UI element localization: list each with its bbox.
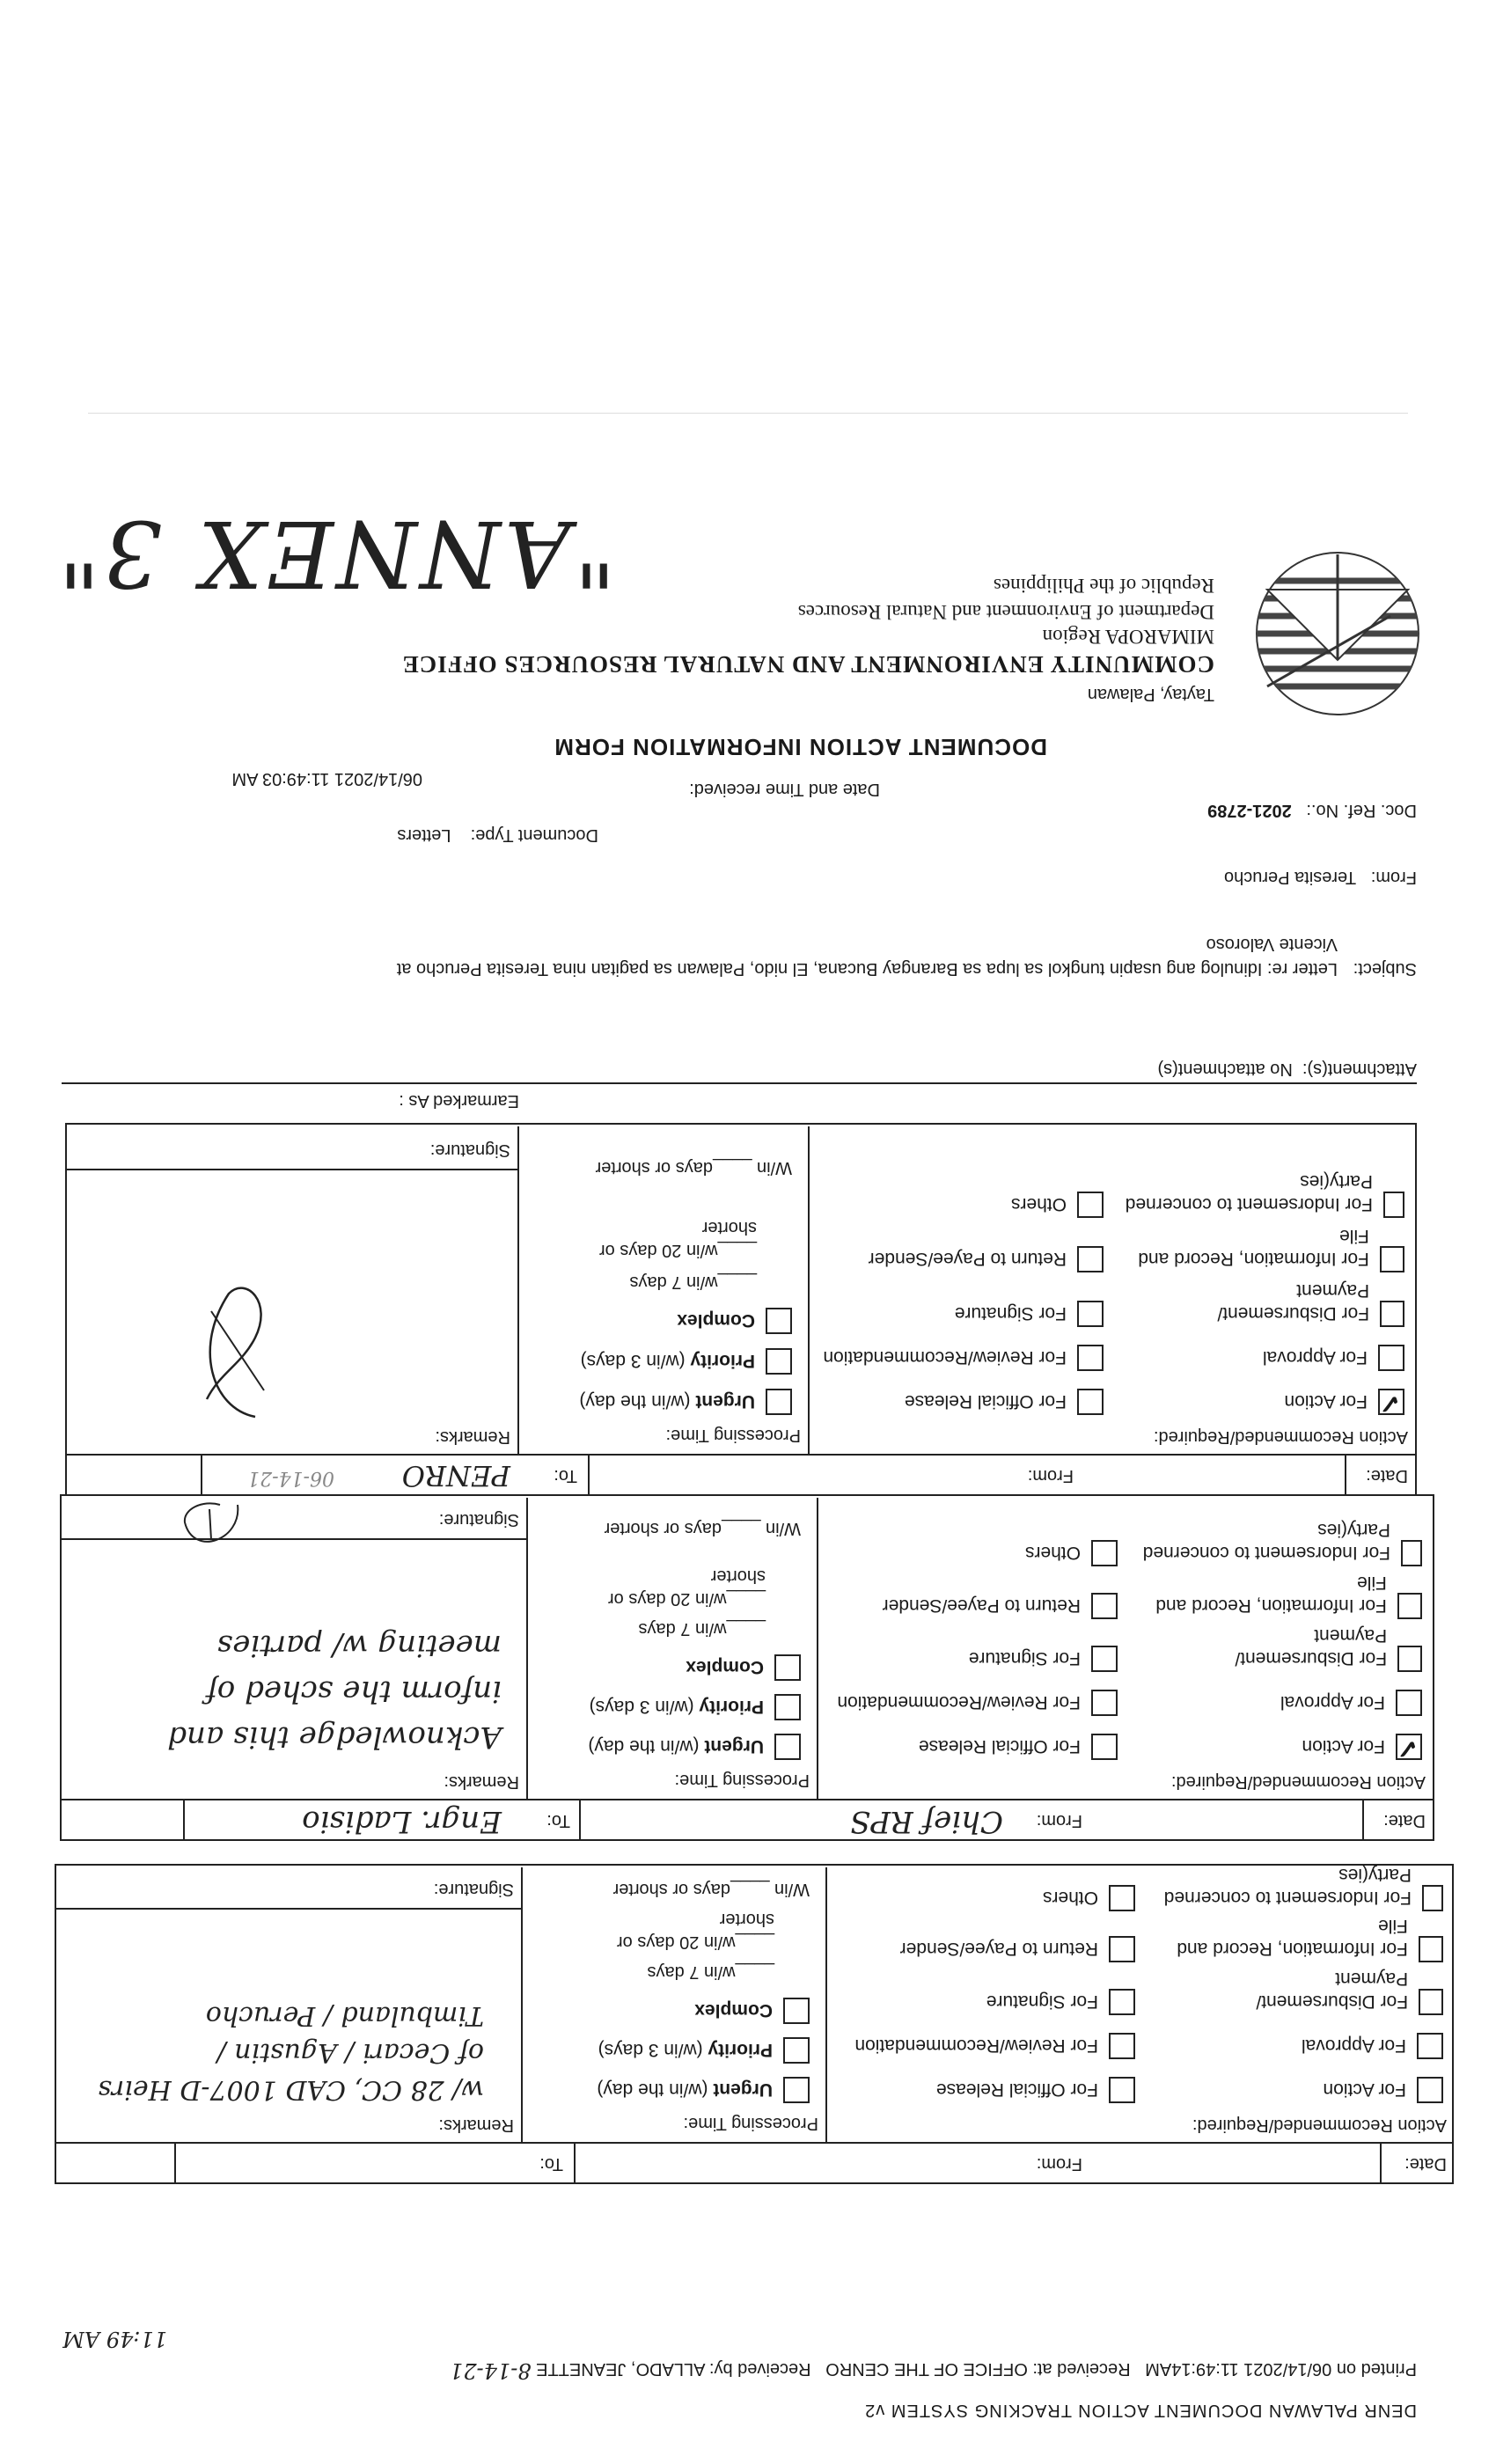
block-3-windays: W/in ____days or shorter xyxy=(612,1880,810,1899)
block-2-for-information-checkbox[interactable] xyxy=(1397,1593,1422,1619)
printed-label: Printed on xyxy=(1336,2359,1417,2379)
from-line xyxy=(1224,867,1417,887)
block-3-for-disbursement-checkbox[interactable] xyxy=(1419,1989,1443,2015)
block-1-review-checkbox[interactable] xyxy=(1077,1345,1104,1371)
block-1-date-label: Date: xyxy=(1366,1466,1408,1485)
block-2-win20: ____w/in 20 days or shorter xyxy=(607,1566,766,1609)
block-1-to-label: To: xyxy=(554,1466,577,1485)
block-2-return-checkbox[interactable] xyxy=(1091,1593,1118,1619)
system-title: DENR PALAWAN DOCUMENT ACTION TRACKING SYSTEM v2 xyxy=(864,2401,1417,2420)
block-3-review-checkbox[interactable] xyxy=(1109,2033,1135,2059)
republic: Republic of the Philippines xyxy=(993,575,1214,597)
subject-line-2: Vicente Valoroso xyxy=(1206,935,1338,954)
block-1-others-checkbox[interactable] xyxy=(1077,1192,1104,1218)
printed-on: 06/14/2021 11:49:14AM xyxy=(1145,2359,1332,2379)
block-1-from-label: From: xyxy=(1027,1466,1074,1485)
block-1-for-indorsement-checkbox[interactable] xyxy=(1383,1192,1404,1218)
block-3-for-approval-checkbox[interactable] xyxy=(1417,2033,1443,2059)
annex-label: "ANNEX 3" xyxy=(55,500,616,607)
block-3-priority-checkbox[interactable] xyxy=(783,2037,810,2064)
block-2-others-checkbox[interactable] xyxy=(1091,1540,1118,1566)
block-1-priority-checkbox[interactable] xyxy=(766,1348,792,1375)
block-3-remarks-label: Remarks: xyxy=(438,2116,514,2135)
printed-line xyxy=(44,2358,1417,2383)
block-3-from-label: From: xyxy=(1036,2154,1082,2174)
block-3-others-checkbox[interactable] xyxy=(1109,1885,1135,1911)
from-label: From: xyxy=(1370,868,1417,887)
block-2-to-label: To: xyxy=(546,1811,570,1830)
subject-label: Subject: xyxy=(1353,959,1417,979)
block-1-signature-label: Signature: xyxy=(429,1140,510,1160)
block-3-return-checkbox[interactable] xyxy=(1109,1936,1135,1962)
block-2-for-disbursement-checkbox[interactable] xyxy=(1397,1646,1422,1672)
from-value: Teresita Perucho xyxy=(1224,868,1357,887)
block-1-to-hand: PENRO xyxy=(401,1459,510,1492)
doctype-line xyxy=(397,825,598,845)
docref-line xyxy=(1207,800,1417,820)
received-at: OFFICE OF THE CENRO xyxy=(825,2359,1028,2379)
block-1-for-action-checkbox[interactable]: ✓ xyxy=(1378,1389,1404,1415)
block-2-for-approval-checkbox[interactable] xyxy=(1396,1690,1422,1716)
block-1-for-approval-checkbox[interactable] xyxy=(1378,1345,1404,1371)
block-1-signature-checkbox[interactable] xyxy=(1077,1301,1104,1327)
block-3-action-label: Action Recommended/Required: xyxy=(1192,2116,1447,2135)
block-2-signature-label: Signature: xyxy=(438,1510,519,1529)
block-3-for-action-checkbox[interactable] xyxy=(1417,2077,1443,2103)
block-1-complex-checkbox[interactable] xyxy=(766,1308,792,1334)
location: Taytay, Palawan xyxy=(1087,685,1214,704)
block-3-signature-label: Signature: xyxy=(433,1880,514,1899)
block-2-from-hand: Chief RPS xyxy=(849,1804,1003,1839)
block-3-complex-checkbox[interactable] xyxy=(783,1998,810,2024)
block-3-win20: ____w/in 20 days or shorter xyxy=(616,1910,774,1952)
block-3-for-indorsement-checkbox[interactable] xyxy=(1422,1885,1443,1911)
denr-logo xyxy=(1232,546,1443,722)
block-3-date-label: Date: xyxy=(1404,2154,1447,2174)
office-name: COMMUNITY ENVIRONMENT AND NATURAL RESOURCES OFFICE xyxy=(401,651,1214,678)
block-1-windays: W/in ____days or shorter xyxy=(595,1158,792,1177)
block-2-remarks-label: Remarks: xyxy=(444,1772,519,1792)
block-2-review-checkbox[interactable] xyxy=(1091,1690,1118,1716)
block-1-win7: ____w/in 7 days xyxy=(629,1272,757,1292)
attachments-value: No attachment(s) xyxy=(1157,1060,1293,1079)
block-2-date-label: Date: xyxy=(1383,1811,1426,1830)
block-2-signature-checkbox[interactable] xyxy=(1091,1646,1118,1672)
docref-value: 2021-2789 xyxy=(1207,801,1292,820)
doctype-label: Document Type: xyxy=(470,825,598,845)
block-1-official-release-checkbox[interactable] xyxy=(1077,1389,1104,1415)
block-2-initial-mark xyxy=(176,1496,246,1558)
handwritten-receipt-time: 11:49 AM xyxy=(62,2327,167,2351)
datetime-value: 06/14/2021 11:49:03 AM xyxy=(231,769,422,788)
block-3-remarks-hand: w/ 28 CC, CAD 1007-D Heirs of Cecari / Agustin / Timbuland / Perucho xyxy=(98,2000,484,2105)
received-by: ALLADO, JEANETTE xyxy=(536,2359,706,2379)
block-1-return-checkbox[interactable] xyxy=(1077,1246,1104,1272)
block-2-windays: W/in ____days or shorter xyxy=(604,1519,801,1538)
block-2-for-action-checkbox[interactable]: ✓ xyxy=(1396,1734,1422,1760)
docref-label: Doc. Ref. No.: xyxy=(1306,801,1417,820)
block-2-for-indorsement-checkbox[interactable] xyxy=(1401,1540,1422,1566)
block-1-signature-mark xyxy=(185,1276,290,1426)
block-3-win7: ____w/in 7 days xyxy=(647,1962,774,1982)
block-1-for-information-checkbox[interactable] xyxy=(1380,1246,1404,1272)
block-2-official-release-checkbox[interactable] xyxy=(1091,1734,1118,1760)
block-3-urgent-checkbox[interactable] xyxy=(783,2077,810,2103)
block-1-win20: ____w/in 20 days or shorter xyxy=(598,1218,757,1260)
block-3-signature-checkbox[interactable] xyxy=(1109,1989,1135,2015)
block-2-complex-checkbox[interactable] xyxy=(774,1654,801,1681)
block-1-urgent-checkbox[interactable] xyxy=(766,1389,792,1415)
attachments-line xyxy=(1157,1059,1417,1079)
block-2-win7: ____w/in 7 days xyxy=(638,1619,766,1639)
attachments-label: Attachment(s): xyxy=(1302,1060,1417,1079)
block-3-processing-label: Processing Time: xyxy=(683,2114,818,2133)
block-2-urgent-checkbox[interactable] xyxy=(774,1734,801,1760)
block-1-date-hand: 06-14-21 xyxy=(247,1467,334,1489)
block-2-action-label: Action Recommended/Required: xyxy=(1170,1772,1426,1792)
received-by-label: Received by: xyxy=(708,2359,811,2379)
block-1-for-disbursement-checkbox[interactable] xyxy=(1380,1301,1404,1327)
region: MIMAROPA Region xyxy=(1042,626,1214,648)
block-2-remarks-hand: Acknowledge this and inform the sched of meeting w/ parties xyxy=(167,1628,502,1755)
doctype-value: Letters xyxy=(397,825,451,845)
earmarked-label: Earmarked As : xyxy=(399,1091,519,1111)
subject-line-1: Letter re: Idinulog ang usapin tungkol sa lupa sa Barangay Bucana, El nido, Palawan sa pagitan nina Teresita Perucho at xyxy=(396,959,1338,979)
block-2-from-label: From: xyxy=(1036,1811,1082,1830)
block-1-processing-label: Processing Time: xyxy=(665,1426,801,1445)
received-at-label: Received at: xyxy=(1032,2359,1131,2379)
form-title: DOCUMENT ACTION INFORMATION FORM xyxy=(554,734,1047,760)
block-1-remarks-label: Remarks: xyxy=(435,1427,510,1447)
block-3-to-label: To: xyxy=(539,2154,563,2174)
handwritten-receipt-date: 8-14-21 xyxy=(450,2358,532,2383)
block-3-for-information-checkbox[interactable] xyxy=(1419,1936,1443,1962)
document-page: DENR PALAWAN DOCUMENT ACTION TRACKING SYSTEM v2 Printed on 06/14/2021 11:49:14AM Received at: OFFICE OF THE CENRO Received by: ALLADO, JEANETTE 8-14-21 11:49 AM Date: From: To: Action Recommended/Required: For Action For Approval For Disbursement/ Payment For Information, Record and File For Indorsement to concerned Party(ies For Official Release For Review/Recommendation For Signature Return to Payee/Sender Others Processing Time: Urgent (w/in the day) Priority (w/in 3 days) Complex ____w/in 7 days ____w/in 20 days or shorter W/in ____days or shorter Remarks: Signature: w/ 28 CC, CAD 1007-D Heirs of Cecari / Agustin / Timbuland / Perucho Date: From: Chief RPS To: Engr. Ladisio Action Recommended/Required: ✓ For Action For Approval For Disbursement/ Payment For Information, Record and File For Indorsement to concerned Party(ies For Official Release For Review/Recommendation For Signature Return to Payee/Sender Others Processing Time: Urgent (w/in the day) Priority (w/in 3 days) Complex ____w/in 7 days ____w/in 20 days or shorter W/in ____days or shorter Remarks: Acknowledge this and inform the sched of meeting w/ parties Signature: Date: From: To: PENRO 06-14-21 Action Recommended/Required: ✓ For Action For Approval For Disbursement/ Payment For Information, Record and File For Indorsement to concerned Party(ies For Official Release For Review/Recommendation For Signature Return to Payee/Sender Others Processing Time: Urgent (w/in the day) Priority (w/in 3 days) Complex ____w/in 7 days ____w/in 20 days or shorter W/in ____days or shorter Remarks: Signature: Earmarked As : Attachment(s): No attachment(s) Subject: Letter re: Idinulog ang usapin tungkol sa lupa sa Barangay Bucana, El nido, Palawan sa pagitan nina Teresita Perucho at Vicente Valoroso From: Teresita Perucho Document Type: Letters Doc. Ref. No.: 2021-2789 Date and Time received: 06/14/2021 11:49:03 AM DOCUMENT ACTION INFORMATION FORM Taytay, Palawan COMMUNITY ENVIRONMENT AND NATURAL RESOURCES OFFICE MIMAROPA Region Department of Environment and Natural Resources Republic of the Philippines "ANNEX 3" xyxy=(0,0,1496,2464)
block-2-to-hand: Engr. Ladisio xyxy=(302,1804,502,1839)
department: Department of Environment and Natural Resources xyxy=(797,601,1214,623)
block-1-action-label: Action Recommended/Required: xyxy=(1153,1427,1408,1447)
block-3-official-release-checkbox[interactable] xyxy=(1109,2077,1135,2103)
block-2-processing-label: Processing Time: xyxy=(674,1771,810,1790)
datetime-label: Date and Time received: xyxy=(689,780,880,799)
block-2-priority-checkbox[interactable] xyxy=(774,1694,801,1720)
